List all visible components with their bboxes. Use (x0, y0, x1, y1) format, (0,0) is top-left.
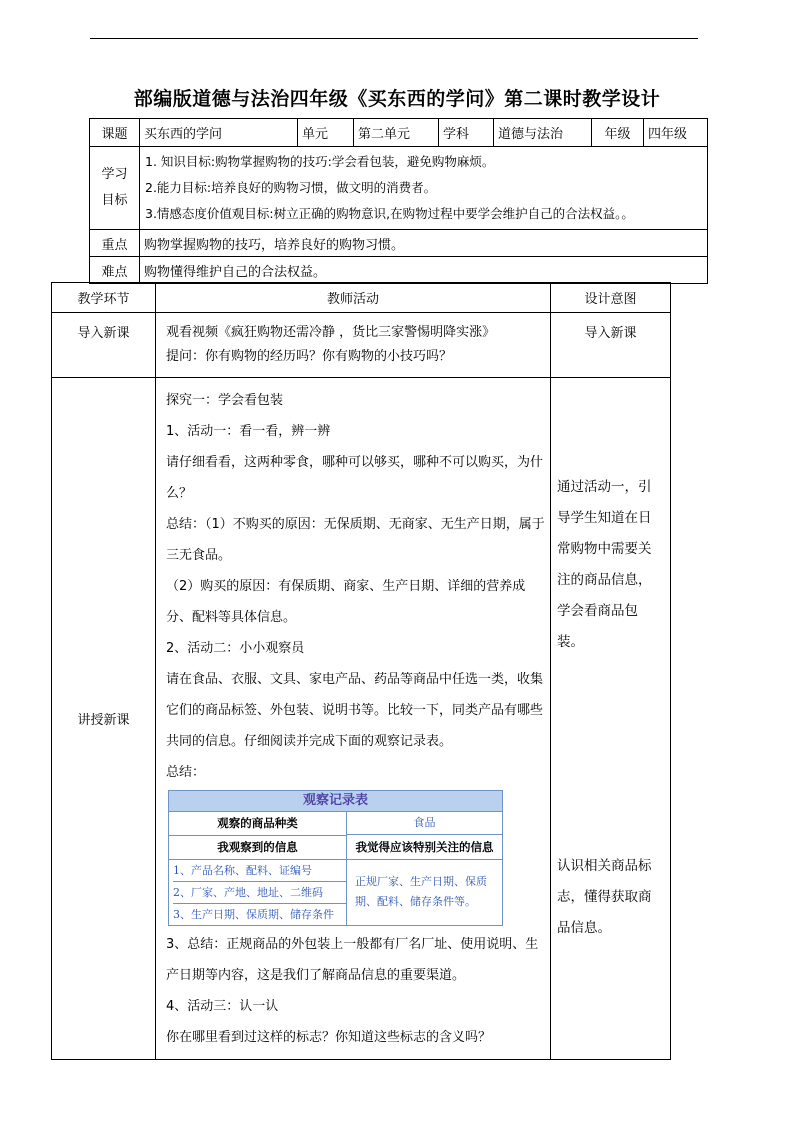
intro-line: 观看视频《疯狂购物还需冷静 ，货比三家警惕明降实涨》 (166, 325, 496, 340)
grade-label: 年级 (592, 119, 644, 147)
teach-stage: 讲授新课 (52, 378, 156, 1060)
observed-item: 2、厂家、产地、地址、二维码 (173, 882, 346, 904)
observed-item: 1、产品名称、配料、证编号 (173, 860, 346, 882)
goal-item: 2.能力目标:培养良好的购物习惯，做文明的消费者。 (145, 180, 437, 195)
teach-line: 探究一：学会看包装 (166, 393, 284, 408)
intent-activity-one: 通过活动一，引导学生知道在日常购物中需要关注的商品信息，学会看商品包装。 (557, 479, 652, 650)
category-value: 食品 (347, 812, 502, 835)
subject-label: 学科 (439, 119, 494, 147)
key-point-label: 重点 (90, 230, 140, 257)
goals-label (90, 147, 140, 230)
lesson-value: 买东西的学问 (140, 119, 298, 147)
goals-label-line-1: 学习 (101, 167, 128, 182)
intent-activity-three: 认识相关商品标志，懂得获取商品信息。 (557, 858, 652, 936)
observation-grid (169, 812, 502, 925)
intro-intent: 导入新课 (551, 313, 671, 378)
teach-line: 你在哪里看到过这样的标志？你知道这些标志的含义吗？ (166, 1030, 492, 1045)
category-label: 观察的商品种类 (169, 812, 347, 836)
unit-value: 第二单元 (354, 119, 439, 147)
intro-line: 提问：你有购物的经历吗？你有购物的小技巧吗？ (166, 349, 453, 364)
teach-line: 1、活动一：看一看，辨一辨 (166, 424, 331, 439)
teach-intent (551, 378, 671, 1060)
header-rule (90, 38, 698, 39)
intro-stage: 导入新课 (52, 313, 156, 378)
teach-line: 请在食品、衣服、文具、家电产品、药品等商品中任选一类，收集它们的商品标签、外包装、说明书等。比较一下，同类产品有哪些共同的信息。仔细阅读并完成下面的观察记录表。 (166, 672, 544, 749)
teach-line: （2）购买的原因：有保质期、商家、生产日期、详细的营养成分、配料等具体信息。 (166, 579, 526, 625)
teach-line: 3、总结：正规商品的外包装上一般都有厂名厂址、使用说明、生产日期等内容，这是我们了解商品信息的重要渠道。 (166, 937, 539, 983)
observed-info-header: 我观察到的信息 (169, 836, 347, 860)
intro-activity (156, 313, 551, 378)
observed-info-list (169, 860, 347, 925)
teaching-process-table (51, 282, 671, 1060)
header-teacher-activity: 教师活动 (156, 283, 551, 313)
teach-activity (156, 378, 551, 1060)
grade-value: 四年级 (644, 119, 708, 147)
header-design-intent: 设计意图 (551, 283, 671, 313)
difficult-point-label: 难点 (90, 257, 140, 284)
page-title: 部编版道德与法治四年级《买东西的学问》第二课时教学设计 (133, 88, 661, 110)
goals-label-line-2: 目标 (101, 193, 128, 208)
observation-record-table (168, 790, 503, 926)
observation-title: 观察记录表 (169, 791, 502, 812)
key-point-value: 购物掌握购物的技巧，培养良好的购物习惯。 (140, 230, 708, 257)
goal-item: 1. 知识目标:购物掌握购物的技巧:学会看包装，避免购物麻烦。 (145, 154, 495, 169)
unit-label: 单元 (298, 119, 354, 147)
goals-list (140, 147, 708, 230)
teach-line: 总结：（1）不购买的原因：无保质期、无商家、无生产日期，属于三无食品。 (166, 517, 545, 563)
teach-line: 2、活动二：小小观察员 (166, 641, 305, 656)
difficult-point-value: 购物懂得维护自己的合法权益。 (140, 257, 708, 284)
goal-item: 3.情感态度价值观目标:树立正确的购物意识,在购物过程中要学会维护自己的合法权益。。 (145, 206, 634, 221)
header-stage: 教学环节 (52, 283, 156, 313)
teach-line: 4、活动三：认一认 (166, 999, 279, 1014)
subject-value: 道德与法治 (494, 119, 592, 147)
lesson-label: 课题 (90, 119, 140, 147)
teach-line: 总结： (166, 765, 206, 780)
lesson-info-table (89, 118, 708, 284)
teach-line: 请仔细看看，这两种零食，哪种可以够买，哪种不可以购买，为什么？ (166, 455, 544, 501)
attention-info-note: 正规厂家、生产日期、保质期、配料、储存条件等。 (355, 875, 487, 908)
observed-item: 3、生产日期、保质期、储存条件 (173, 908, 334, 921)
attention-info-header: 我觉得应该特别关注的信息 (347, 836, 502, 860)
